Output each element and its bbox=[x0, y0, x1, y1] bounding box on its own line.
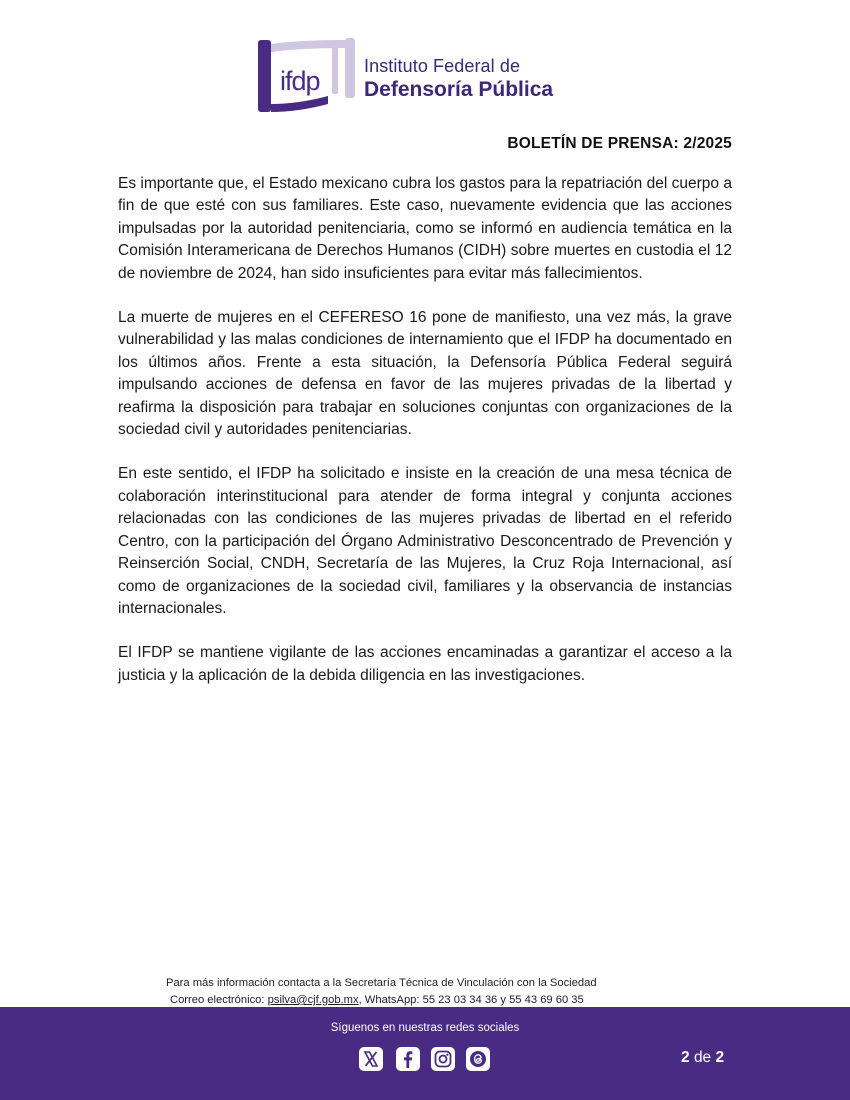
paragraph-4: El IFDP se mantiene vigilante de las acciones encaminadas a garantizar el acceso a la justicia y la aplicación de la debida diligencia en las investigaciones. bbox=[118, 644, 732, 684]
contact-line: Para más información contacta a la Secretaría Técnica de Vinculación con la Sociedad bbox=[166, 977, 597, 989]
ifdp-logo bbox=[258, 38, 358, 116]
social-icons bbox=[359, 1047, 493, 1073]
instagram-icon[interactable] bbox=[431, 1047, 455, 1071]
whatsapp-text: , WhatsApp: 55 23 03 34 36 y 55 43 69 60 35 bbox=[358, 994, 584, 1006]
page-current: 2 bbox=[681, 1049, 690, 1066]
header bbox=[258, 38, 578, 116]
paragraph-2: La muerte de mujeres en el CEFERESO 16 pone de manifiesto, una vez más, la grave vulnerabilidad y las malas condiciones de internamiento que el IFDP ha documentado en los últimos años. Frente a esta situación, la Defensoría Pública Federal seguirá impulsando acciones de defensa en favor de las mujeres privadas de la libertad y reafirma la disposición para trabajar en soluciones conjuntas con organizaciones de la sociedad civil y autoridades penitenciarias. bbox=[118, 309, 732, 439]
org-name-line-1: Instituto Federal de bbox=[364, 56, 521, 76]
paragraph-1: Es importante que, el Estado mexicano cubra los gastos para la repatriación del cuerpo a fin de que esté con sus familiares. Este caso, nuevamente evidencia que las acciones impulsadas por la autoridad penitenciaria, como se informó en audiencia temática en la Comisión Interamericana de Derechos Humanos (CIDH) sobre muertes en custodia el 12 de noviembre de 2024, han sido insuficientes para evitar más fallecimientos. bbox=[118, 175, 732, 282]
page-total: 2 bbox=[715, 1049, 725, 1066]
org-name-line-2: Defensoría Pública bbox=[364, 78, 554, 101]
threads-icon[interactable] bbox=[466, 1047, 490, 1071]
page-number bbox=[681, 1049, 724, 1067]
email-link[interactable]: psilva@cjf.gob.mx bbox=[267, 994, 359, 1006]
bulletin-title: BOLETÍN DE PRENSA: 2/2025 bbox=[507, 135, 732, 152]
x-icon[interactable] bbox=[359, 1047, 383, 1071]
social-caption: Síguenos en nuestras redes sociales bbox=[330, 1022, 520, 1034]
facebook-icon[interactable] bbox=[396, 1047, 420, 1071]
svg-text:ifdp: ifdp bbox=[280, 66, 320, 96]
footer bbox=[0, 1007, 850, 1100]
paragraph-3: En este sentido, el IFDP ha solicitado e insiste en la creación de una mesa técnica de colaboración interinstitucional para atender de forma integral y conjunta acciones relacionadas con las condiciones de las mujeres privadas de libertad en el referido Centro, con la participación del Órgano Administrativo Desconcentrado de Prevención y Reinserción Social, CNDH, Secretaría de las Mujeres, la Cruz Roja Internacional, así como de organizaciones de la sociedad civil, familiares y la observancia de instancias internacionales. bbox=[118, 465, 732, 617]
page-of: de bbox=[693, 1049, 712, 1066]
press-release-body bbox=[118, 173, 732, 709]
contact-info bbox=[166, 975, 686, 1009]
email-label: Correo electrónico: bbox=[170, 994, 268, 1006]
